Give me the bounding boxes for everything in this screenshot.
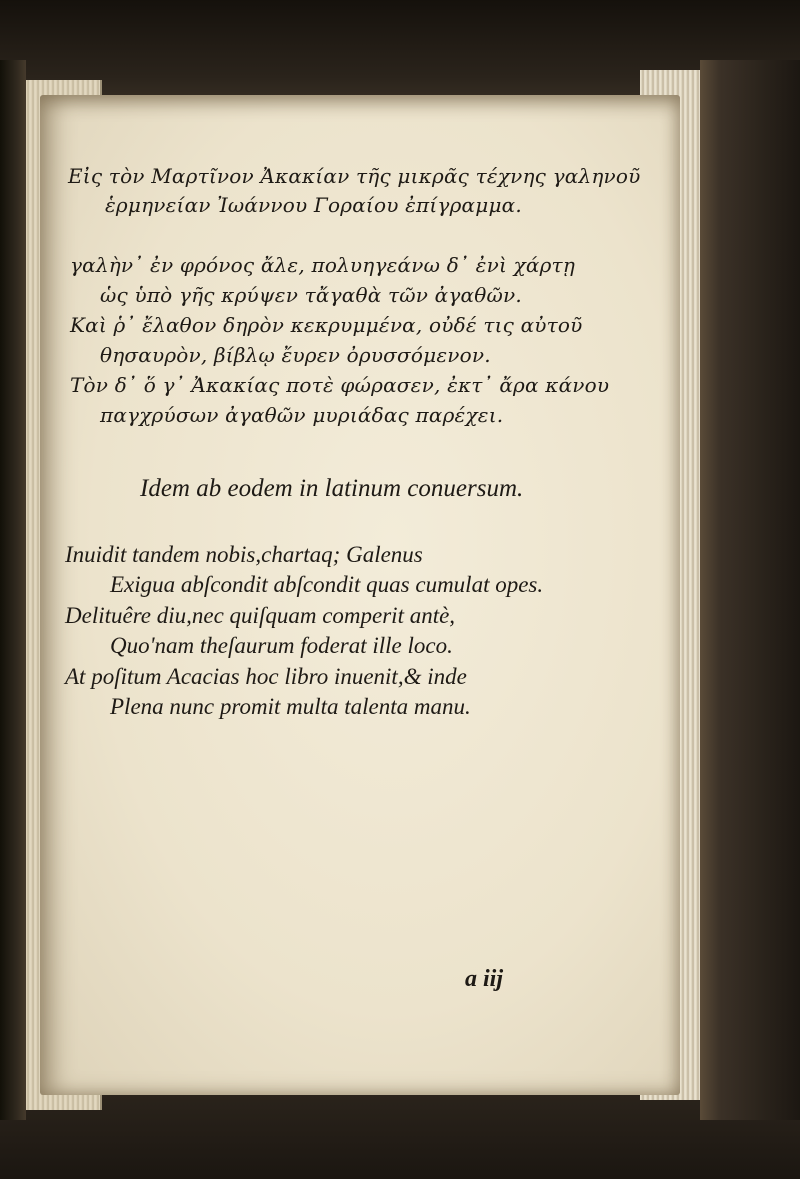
- greek-poem-line-2: ὡς ὑπὸ γῆς κρύψεν τἄγαθὰ τῶν ἀγαθῶν.: [100, 283, 522, 307]
- latin-poem-line-3: Delituêre diu,nec quiſquam comperit antè,: [65, 603, 456, 628]
- greek-poem-line-4: θησαυρὸν, βίβλῳ ἔυρεν ὀρυσσόμενον.: [100, 343, 491, 367]
- greek-poem-line-1: γαλὴν᾿ ἐν φρόνος ἄλε, πολυηγεάνω δ᾿ ἐνὶ χάρτῃ: [70, 253, 576, 277]
- latin-poem-line-6: Plena nunc promit multa talenta manu.: [110, 694, 471, 719]
- greek-heading-line-2: ἑρμηνείαν Ἰωάννου Γοραίου ἐπίγραμμα.: [105, 193, 522, 217]
- latin-poem-line-2: Exigua abſcondit abſcondit quas cumulat opes.: [110, 572, 544, 597]
- right-cover: [700, 60, 800, 1120]
- greek-heading-line-1: Εἰς τὸν Μαρτῖνον Ἀκακίαν τῆς μικρᾶς τέχνης γαληνοῦ: [68, 164, 641, 188]
- signature-mark: a iij: [465, 966, 504, 992]
- left-cover: [0, 60, 26, 1120]
- background-bottom: [0, 1095, 800, 1179]
- latin-poem-line-1: Inuidit tandem nobis,chartaq; Galenus: [65, 542, 423, 567]
- latin-poem-line-4: Quo'nam theſaurum foderat ille loco.: [110, 633, 453, 658]
- greek-poem-line-3: Καὶ ῥ᾿ ἔλαθον δηρὸν κεκρυμμένα, οὐδέ τις αὐτοῦ: [70, 313, 583, 337]
- greek-poem-line-6: παγχρύσων ἀγαθῶν μυριάδας παρέχει.: [100, 403, 504, 427]
- greek-poem-line-5: Τὸν δ᾿ ὅ γ᾿ Ἀκακίας ποτὲ φώρασεν, ἐκτ᾿ ἄρα κάνου: [70, 373, 610, 397]
- book-page: [40, 95, 680, 1095]
- latin-heading: Idem ab eodem in latinum conuersum.: [140, 475, 524, 502]
- latin-poem-line-5: At poſitum Acacias hoc libro inuenit,& inde: [65, 664, 467, 689]
